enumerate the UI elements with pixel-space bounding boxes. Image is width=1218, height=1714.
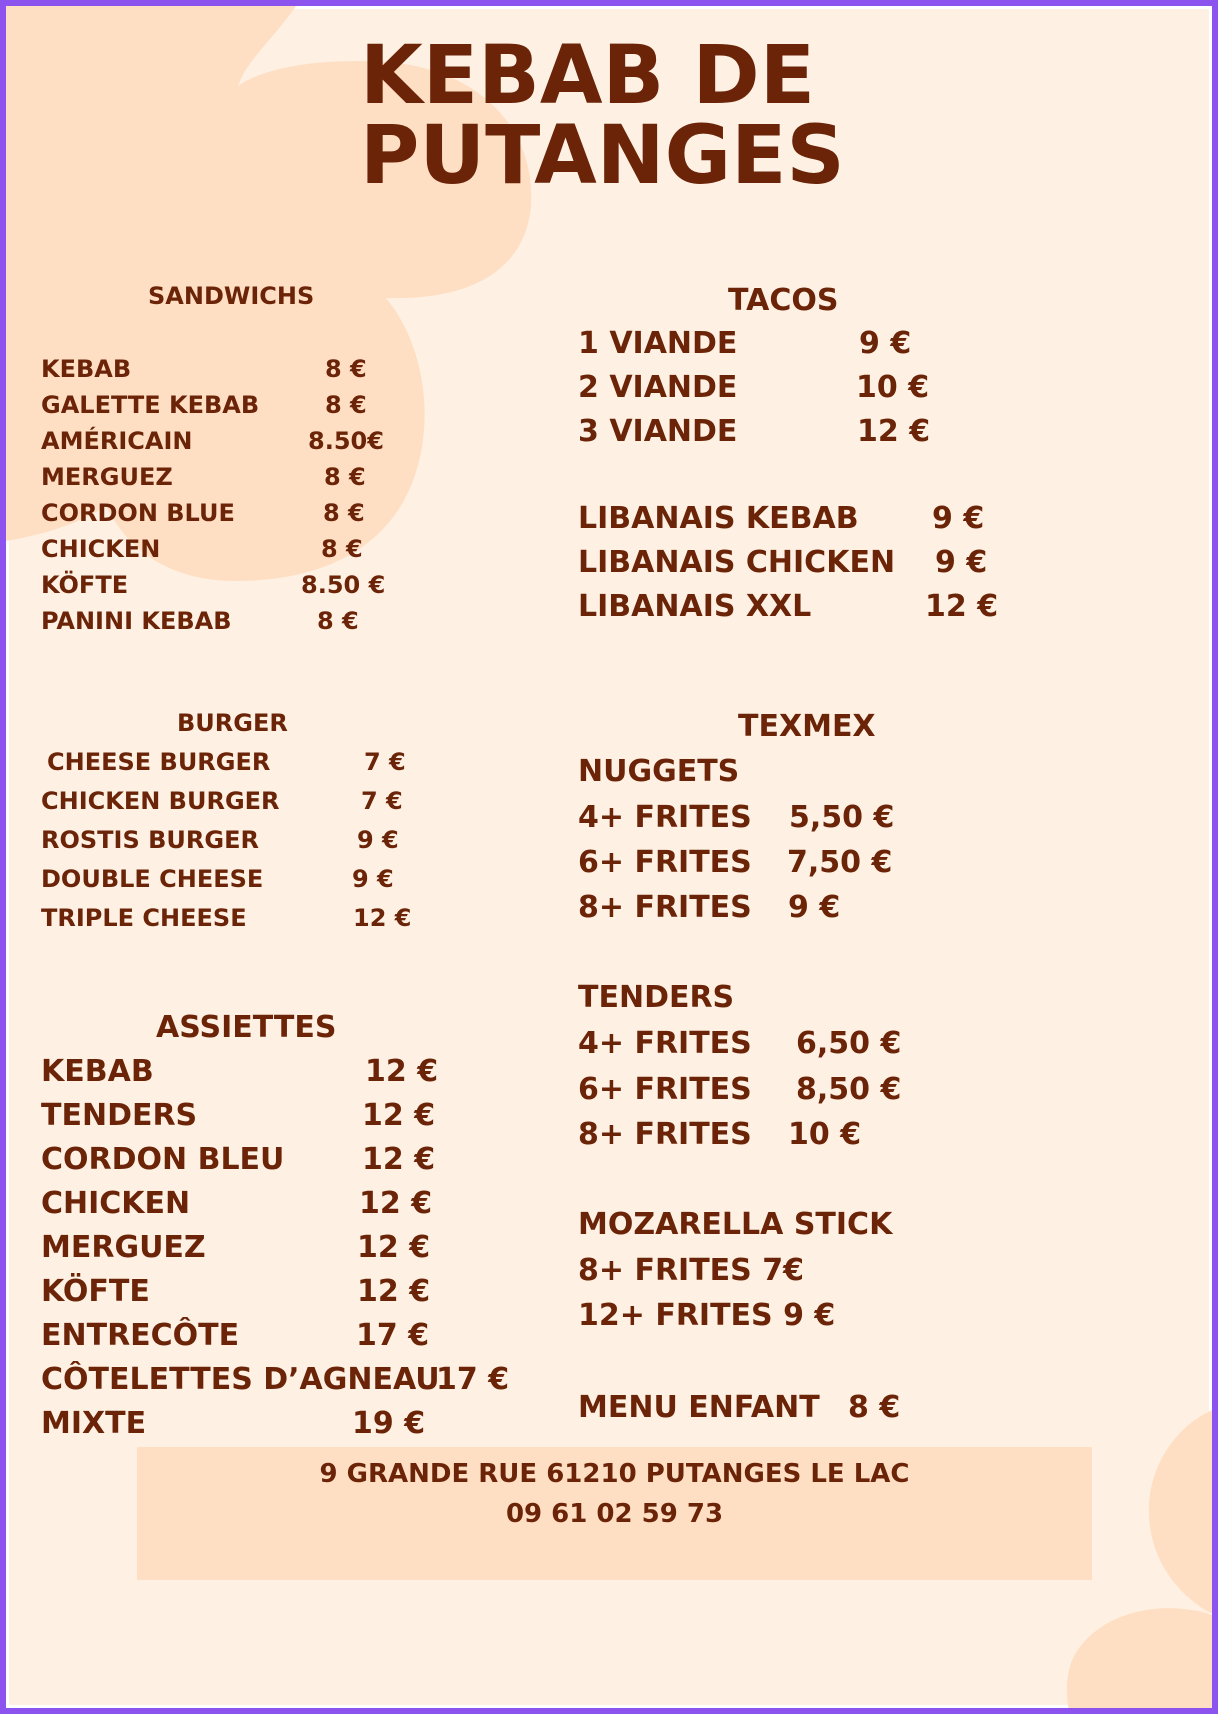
address-text: 9 GRANDE RUE 61210 PUTANGES LE LAC — [319, 1459, 910, 1489]
item-price: 9 € — [859, 326, 912, 361]
tacos-heading: TACOS — [728, 283, 839, 318]
item-price: 9 € — [932, 501, 985, 536]
item-name: 4+ FRITES — [578, 1026, 752, 1061]
address-box — [137, 1447, 1092, 1580]
mozarella-item: 8+ FRITES 7€ — [578, 1253, 804, 1288]
item-price: 8.50€ — [308, 427, 384, 455]
item-price: 8 € — [848, 1390, 901, 1425]
item-price: 8,50 € — [796, 1072, 902, 1107]
item-name: MENU ENFANT — [578, 1390, 820, 1425]
nuggets-heading: NUGGETS — [578, 754, 740, 789]
burger-heading: BURGER — [177, 709, 288, 737]
item-price: 12 € — [362, 1098, 436, 1133]
title-line-2: PUTANGES — [360, 109, 845, 203]
item-name: MERGUEZ — [41, 1230, 206, 1265]
item-price: 8 € — [325, 391, 367, 419]
texmex-heading: TEXMEX — [738, 709, 876, 744]
item-price: 12 € — [359, 1186, 433, 1221]
item-price: 9 € — [357, 826, 399, 854]
item-price: 6,50 € — [796, 1026, 902, 1061]
item-name: GALETTE KEBAB — [41, 391, 260, 419]
item-price: 9 € — [352, 865, 394, 893]
item-name: CÔTELETTES D’AGNEAU — [41, 1362, 440, 1397]
item-name: KEBAB — [41, 1054, 154, 1089]
sandwichs-heading: SANDWICHS — [148, 282, 315, 310]
item-price: 19 € — [352, 1406, 426, 1441]
item-name: 8+ FRITES — [578, 890, 752, 925]
item-name: AMÉRICAIN — [41, 427, 193, 455]
phone-number: 09 61 02 59 73 — [505, 1499, 724, 1529]
item-name: KEBAB — [41, 355, 132, 383]
item-price: 12 € — [362, 1142, 436, 1177]
item-price: 9 € — [935, 545, 988, 580]
item-name: PANINI KEBAB — [41, 607, 232, 635]
item-name: 1 VIANDE — [578, 326, 738, 361]
item-price: 9 € — [788, 890, 841, 925]
item-price: 10 € — [856, 370, 930, 405]
item-price: 17 € — [436, 1362, 510, 1397]
item-name: ENTRECÔTE — [41, 1318, 240, 1353]
item-name: MERGUEZ — [41, 463, 173, 491]
item-name: LIBANAIS CHICKEN — [578, 545, 896, 580]
item-price: 12 € — [353, 904, 412, 932]
item-name: CHICKEN — [41, 1186, 191, 1221]
item-name: MIXTE — [41, 1406, 147, 1441]
title-line-1: KEBAB DE — [360, 29, 816, 123]
item-price: 12 € — [357, 1274, 431, 1309]
item-name: 4+ FRITES — [578, 800, 752, 835]
item-name: TRIPLE CHEESE — [41, 904, 247, 932]
item-name: 6+ FRITES — [578, 1072, 752, 1107]
item-name: TENDERS — [41, 1098, 198, 1133]
item-name: KÖFTE — [41, 571, 129, 599]
item-name: 6+ FRITES — [578, 845, 752, 880]
item-price: 17 € — [356, 1318, 430, 1353]
item-price: 12 € — [857, 414, 931, 449]
mozarella-item: 12+ FRITES 9 € — [578, 1298, 836, 1333]
assiettes-heading: ASSIETTES — [156, 1010, 337, 1045]
item-price: 8 € — [324, 463, 366, 491]
tenders-heading: TENDERS — [578, 980, 735, 1015]
item-price: 8 € — [325, 355, 367, 383]
item-price: 8 € — [321, 535, 363, 563]
item-price: 12 € — [365, 1054, 439, 1089]
item-price: 10 € — [788, 1117, 862, 1152]
item-price: 5,50 € — [789, 800, 895, 835]
item-name: 3 VIANDE — [578, 414, 738, 449]
item-price: 8.50 € — [301, 571, 386, 599]
item-name: KÖFTE — [41, 1274, 150, 1309]
item-price: 7 € — [364, 748, 406, 776]
item-name: LIBANAIS KEBAB — [578, 501, 859, 536]
item-name: CHEESE BURGER — [47, 748, 271, 776]
item-name: ROSTIS BURGER — [41, 826, 259, 854]
mozarella-heading: MOZARELLA STICK — [578, 1207, 893, 1242]
item-name: LIBANAIS XXL — [578, 589, 812, 624]
item-name: CORDON BLEU — [41, 1142, 285, 1177]
item-name: 8+ FRITES — [578, 1117, 752, 1152]
item-name: DOUBLE CHEESE — [41, 865, 264, 893]
item-price: 8 € — [317, 607, 359, 635]
item-name: CHICKEN BURGER — [41, 787, 280, 815]
item-price: 8 € — [323, 499, 365, 527]
item-name: 2 VIANDE — [578, 370, 738, 405]
item-price: 12 € — [357, 1230, 431, 1265]
item-name: CHICKEN — [41, 535, 161, 563]
item-price: 7,50 € — [787, 845, 893, 880]
restaurant-title — [360, 29, 845, 203]
item-name: CORDON BLUE — [41, 499, 235, 527]
item-price: 12 € — [925, 589, 999, 624]
item-price: 7 € — [361, 787, 403, 815]
